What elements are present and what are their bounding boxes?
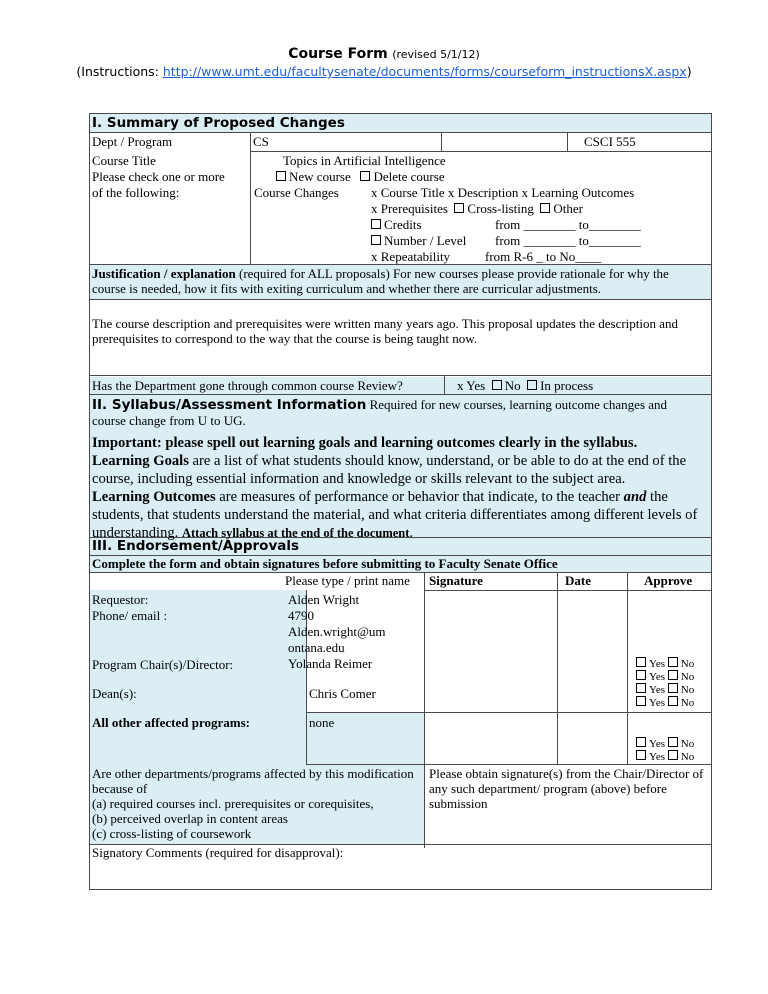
rule: [90, 132, 711, 133]
learning-outcomes-text-b: the students, that students understand the material, and what criteria differentiates among different levels of understanding.: [92, 489, 698, 541]
section3-instruction: Complete the form and obtain signatures before submitting to Faculty Senate Office: [92, 556, 558, 571]
yes-label: Yes: [649, 658, 666, 670]
form-title: [0, 46, 768, 62]
credits-checkbox[interactable]: [371, 219, 381, 229]
cross-listing-label: Cross-listing: [467, 201, 534, 216]
col-date: Date: [565, 573, 591, 588]
approve-no-checkbox[interactable]: [668, 750, 678, 760]
course-changes-label: Course Changes: [254, 185, 339, 200]
number-level-row: [371, 233, 466, 248]
section2-body: [92, 434, 707, 542]
instructions-link[interactable]: http://www.umt.edu/facultysenate/documents/forms/courseform_instructionsX.aspx: [162, 64, 687, 79]
rule: [90, 264, 711, 265]
rule: [90, 394, 711, 395]
course-title-value[interactable]: Topics in Artificial Intelligence: [283, 153, 446, 168]
yes-label: Yes: [649, 738, 666, 750]
learning-goals-text: are a list of what students should know, understand, or be able to do at the end of the course, including essential information and knowledge or skills relevant to the subject area.: [92, 453, 687, 487]
review-no-checkbox[interactable]: [492, 380, 502, 390]
justification-bold: Justification / explanation: [92, 266, 236, 281]
approve-yes-checkbox[interactable]: [636, 737, 646, 747]
no-label: No: [680, 697, 695, 709]
requestor-label: Requestor:: [92, 592, 149, 607]
check-label-2: of the following:: [92, 185, 180, 200]
important-note: Important: please spell out learning goals and learning outcomes clearly in the syllabus.: [92, 435, 638, 451]
rule: [441, 132, 442, 151]
no-label: No: [680, 751, 695, 763]
dean-label: Dean(s):: [92, 686, 137, 701]
number-level-label: Number / Level: [384, 233, 467, 248]
approve-row-6: [636, 750, 694, 765]
approve-no-checkbox[interactable]: [668, 696, 678, 706]
section2-title: II. Syllabus/Assessment Information: [92, 397, 367, 413]
yes-label: Yes: [649, 751, 666, 763]
attach-syllabus: Attach syllabus at the end of the document: [181, 526, 410, 540]
review-no-label: No: [504, 378, 521, 393]
other-programs-label: All other affected programs:: [92, 715, 251, 730]
approve-no-checkbox[interactable]: [668, 737, 678, 747]
chair-label: Program Chair(s)/Director:: [92, 657, 234, 672]
review-options: [457, 378, 593, 393]
justification-body[interactable]: The course description and prerequisites were written many years ago. This proposal updates the description and prerequisites to correspond to the way that the course is being taught now.: [92, 316, 679, 346]
instructions-line: [0, 64, 768, 79]
no-label: No: [680, 658, 695, 670]
approve-yes-checkbox[interactable]: [636, 696, 646, 706]
approve-yes-checkbox[interactable]: [636, 657, 646, 667]
rule: [90, 299, 711, 300]
yes-label: Yes: [649, 671, 666, 683]
number-level-checkbox[interactable]: [371, 235, 381, 245]
instructions-suffix: ): [686, 64, 692, 79]
learning-goals-term: Learning Goals: [92, 453, 189, 469]
no-label: No: [680, 684, 695, 696]
yes-label: Yes: [649, 697, 666, 709]
new-delete-row: [276, 169, 445, 184]
approve-yes-checkbox[interactable]: [636, 670, 646, 680]
rule: [424, 712, 711, 713]
delete-course-checkbox[interactable]: [360, 171, 370, 181]
new-course-label: New course: [289, 169, 351, 184]
approve-no-checkbox[interactable]: [668, 657, 678, 667]
approve-no-checkbox[interactable]: [668, 683, 678, 693]
section1-title: I. Summary of Proposed Changes: [92, 115, 345, 131]
justification-prompt: [92, 266, 704, 296]
col-print-name: Please type / print name: [285, 573, 410, 588]
other-programs-value[interactable]: none: [309, 715, 335, 730]
dept-value[interactable]: CS: [253, 134, 269, 149]
review-question: Has the Department gone through common course Review?: [92, 378, 403, 393]
affected-programs-text: Are other departments/programs affected by this modification because of (a) required courses incl. prerequisites or corequisites, (b) perceived overlap in content areas (c) cross-listing of coursework: [92, 766, 414, 841]
review-in-process-checkbox[interactable]: [527, 380, 537, 390]
approve-no-checkbox[interactable]: [668, 670, 678, 680]
rule: [306, 712, 424, 713]
repeatability-label[interactable]: x Repeatability: [371, 249, 451, 264]
learning-outcomes-term: Learning Outcomes: [92, 489, 216, 505]
attach-end: .: [409, 525, 414, 541]
email-value-2[interactable]: ontana.edu: [288, 640, 345, 655]
cross-listing-checkbox[interactable]: [454, 203, 464, 213]
dean-name[interactable]: Chris Comer: [309, 686, 376, 701]
section3-title: III. Endorsement/Approvals: [92, 538, 300, 554]
phone-value[interactable]: 4790: [288, 608, 314, 623]
course-number[interactable]: CSCI 555: [584, 134, 636, 149]
signatory-comments-label: Signatory Comments (required for disapproval):: [92, 845, 344, 860]
dept-label: Dept / Program: [92, 134, 173, 149]
approve-yes-checkbox[interactable]: [636, 683, 646, 693]
chair-name[interactable]: Yolanda Reimer: [288, 656, 373, 671]
review-in-process-label: In process: [540, 378, 594, 393]
col-approve: Approve: [644, 573, 693, 588]
check-label-1: Please check one or more: [92, 169, 225, 184]
no-label: No: [680, 738, 695, 750]
instructions-prefix: (Instructions:: [76, 64, 163, 79]
credits-label: Credits: [384, 217, 422, 232]
section2-heading: [92, 397, 704, 428]
prerequisites-option[interactable]: x Prerequisites: [371, 201, 448, 216]
delete-course-label: Delete course: [373, 169, 445, 184]
other-label: Other: [553, 201, 583, 216]
no-label: No: [680, 671, 695, 683]
section2-title-note: Required for new courses, learning outcome changes and course change from U to UG.: [92, 397, 668, 428]
phone-label: Phone/ email :: [92, 608, 168, 623]
email-value-1[interactable]: Alden.wright@um: [288, 624, 386, 639]
other-checkbox[interactable]: [540, 203, 550, 213]
course-form: [89, 113, 712, 890]
rule: [627, 572, 628, 764]
changes-line-1[interactable]: x Course Title x Description x Learning Outcomes: [371, 185, 635, 200]
col-signature: Signature: [429, 573, 483, 588]
new-course-checkbox[interactable]: [276, 171, 286, 181]
yes-label: Yes: [649, 684, 666, 696]
rule: [250, 151, 711, 152]
form-title-text: Course Form: [288, 46, 388, 62]
learning-outcomes-text-a: are measures of performance or behavior that indicate, to the teacher: [215, 489, 624, 505]
review-yes[interactable]: x Yes: [457, 378, 486, 393]
rule: [424, 590, 711, 591]
approve-yes-checkbox[interactable]: [636, 750, 646, 760]
rule: [90, 375, 711, 376]
learning-outcomes-and: and: [623, 489, 647, 505]
approve-row-4: [636, 696, 694, 711]
credits-row: [371, 217, 422, 232]
requestor-name[interactable]: Alden Wright: [288, 592, 360, 607]
rule: [424, 572, 425, 848]
justification-text: (required for ALL proposals) For new courses please provide rationale for why the course is needed, how it fits with exiting curriculum and whether there are curricular adjustments.: [92, 266, 669, 296]
obtain-signatures-text: Please obtain signature(s) from the Chair/Director of any such department/ program (above) before submission: [429, 766, 704, 811]
number-from-to[interactable]: from ________ to________: [495, 233, 641, 248]
revision-note: (revised 5/1/12): [392, 48, 480, 61]
credits-from-to[interactable]: from ________ to________: [495, 217, 641, 232]
rule: [557, 572, 558, 764]
repeatability-from-to[interactable]: from R-6 _ to No____: [485, 249, 602, 264]
changes-line-2: [371, 201, 583, 216]
rule: [567, 132, 568, 151]
rule: [444, 375, 445, 395]
course-title-label: Course Title: [92, 153, 156, 168]
